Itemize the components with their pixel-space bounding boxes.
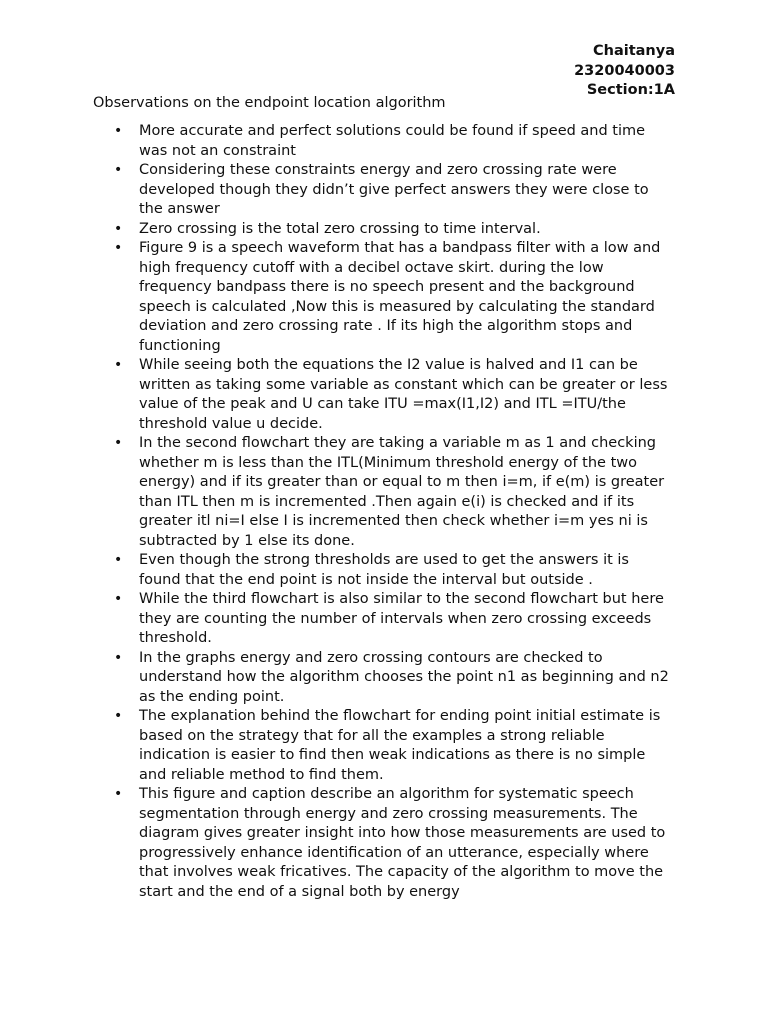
bullet-icon: • xyxy=(114,649,123,666)
list-item xyxy=(114,785,675,902)
list-item-text: More accurate and perfect solutions could be found if speed and time was not an constraint xyxy=(139,123,646,159)
list-item-text: While seeing both the equations the I2 value is halved and I1 can be written as taking some variable as constant which can be greater or less value of the peak and U can take ITU =max(I1,I2) and ITL =ITU/the threshold value u decide. xyxy=(139,357,668,432)
bullet-icon: • xyxy=(114,591,123,607)
author-header xyxy=(574,42,675,101)
bullet-icon: • xyxy=(114,240,123,256)
author-name: Chaitanya xyxy=(593,43,675,59)
section-label: Section:1A xyxy=(586,82,675,98)
student-id: 2320040003 xyxy=(574,62,675,79)
list-item-text: Zero crossing is the total zero crossing to time interval. xyxy=(139,220,541,237)
list-item xyxy=(114,551,675,590)
list-item xyxy=(114,590,675,649)
bullet-icon: • xyxy=(114,708,123,724)
bullet-icon: • xyxy=(114,123,123,139)
bullet-icon: • xyxy=(114,435,123,451)
bullet-icon: • xyxy=(114,786,123,802)
bullet-icon: • xyxy=(114,220,123,237)
list-item xyxy=(114,707,675,785)
bullet-icon: • xyxy=(114,552,123,568)
list-item-text: In the graphs energy and zero crossing contours are checked to understand how the algorithm chooses the point n1 as beginning and n2 as the ending point. xyxy=(139,649,669,705)
list-item-text: Figure 9 is a speech waveform that has a bandpass filter with a low and high frequency cutoff with a decibel octave skirt. during the low frequency bandpass there is no speech present and the background speech is calculated ,Now this is measured by calculating the standard deviation and zero crossing rate . If its high the algorithm stops and functioning xyxy=(139,240,661,354)
list-item xyxy=(114,161,675,220)
list-item xyxy=(114,649,675,708)
bullet-icon: • xyxy=(114,162,123,178)
list-item xyxy=(114,220,675,240)
list-item xyxy=(114,356,675,434)
list-item-text: Considering these constraints energy and zero crossing rate were developed though they didn’t give perfect answers they were close to the answer xyxy=(139,162,649,217)
list-item-text: While the third flowchart is also similar to the second flowchart but here they are counting the number of intervals when zero crossing exceeds threshold. xyxy=(139,591,664,646)
list-item xyxy=(114,434,675,551)
list-item xyxy=(114,239,675,356)
list-item-text: The explanation behind the flowchart for ending point initial estimate is based on the strategy that for all the examples a strong reliable indication is easier to find then weak indications as there is no simple and reliable method to find them. xyxy=(139,708,661,783)
list-item-text: This figure and caption describe an algorithm for systematic speech segmentation through energy and zero crossing measurements. The diagram gives greater insight into how those measurements are used to progressively enhance identification of an utterance, especially where that involves weak fricatives. The capacity of the algorithm to move the start and the end of a signal both by energy xyxy=(139,786,666,900)
list-item-text: In the second flowchart they are taking a variable m as 1 and checking whether m is less than the ITL(Minimum threshold energy of the two energy) and if its greater than or equal to m then i=m, if e(m) is greater than ITL then m is incremented .Then again e(i) is checked and if its greater itl ni=I else I is incremented then check whether i=m yes ni is subtracted by 1 else its done. xyxy=(139,435,665,549)
observation-list xyxy=(114,122,675,902)
page-title: Observations on the endpoint location algorithm xyxy=(93,95,446,111)
list-item-text: Even though the strong thresholds are used to get the answers it is found that the end point is not inside the interval but outside . xyxy=(139,552,629,588)
bullet-icon: • xyxy=(114,357,123,373)
list-item xyxy=(114,122,675,161)
